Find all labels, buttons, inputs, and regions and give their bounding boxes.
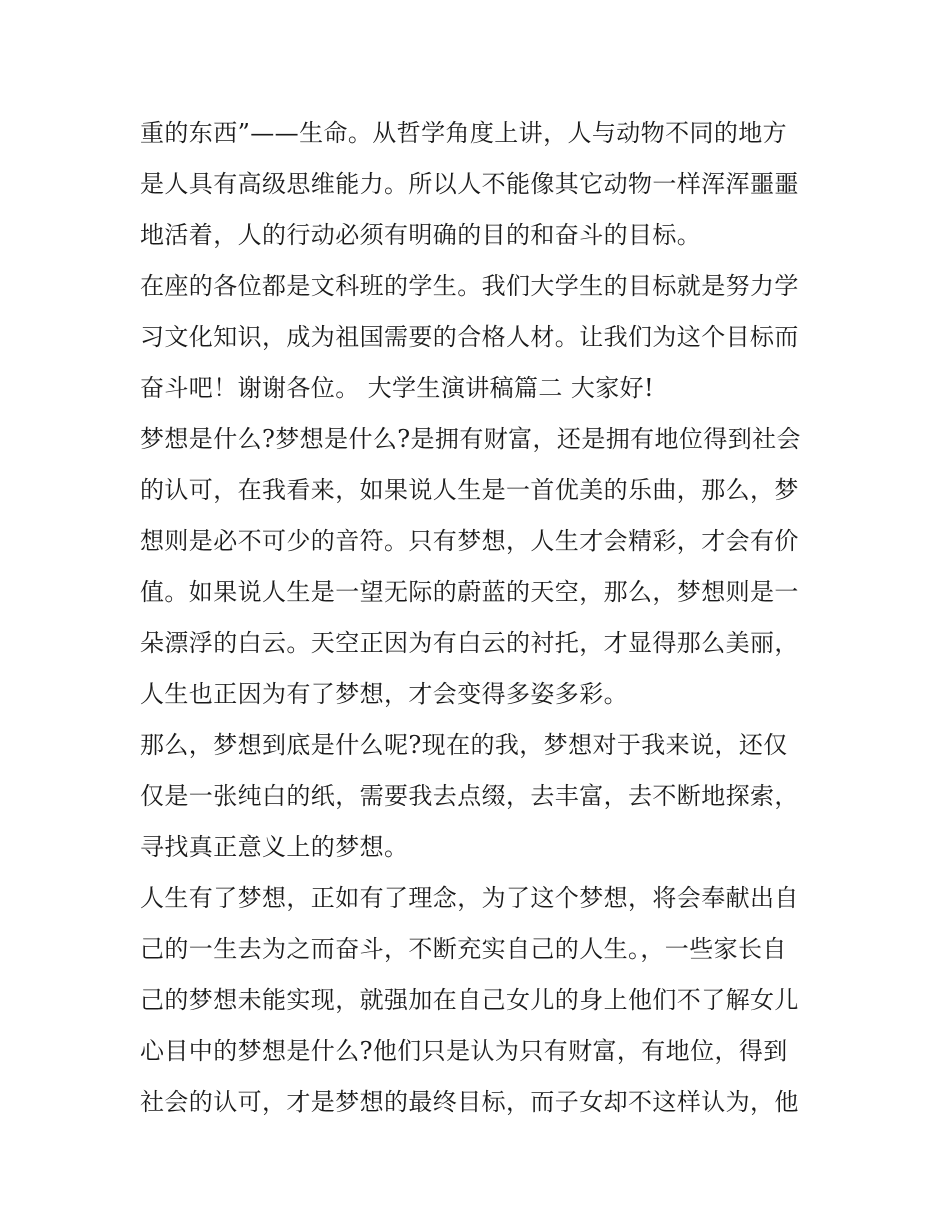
text-line: 重的东西”——生命。从哲学角度上讲，人与动物不同的地方 <box>140 119 788 147</box>
text-line: 人生也正因为有了梦想，才会变得多姿多彩。 <box>140 680 628 708</box>
text-line: 那么，梦想到底是什么呢?现在的我，梦想对于我来说，还仅 <box>140 731 788 759</box>
text-line: 己的一生去为之而奋斗，不断充实自己的人生。，一些家长自 <box>140 935 787 963</box>
text-line: 奋斗吧！谢谢各位。 大学生演讲稿篇二 大家好! <box>140 374 655 402</box>
text-line: 的认可，在我看来，如果说人生是一首优美的乐曲，那么，梦 <box>140 476 799 504</box>
text-line: 梦想是什么?梦想是什么?是拥有财富，还是拥有地位得到社会 <box>140 425 801 453</box>
text-line: 是人具有高级思维能力。所以人不能像其它动物一样浑浑噩噩 <box>140 170 799 198</box>
text-line: 己的梦想未能实现，就强加在自己女儿的身上他们不了解女儿 <box>140 986 799 1014</box>
text-line: 朵漂浮的白云。天空正因为有白云的衬托，才显得那么美丽， <box>140 629 799 657</box>
text-line: 寻找真正意义上的梦想。 <box>140 833 409 861</box>
text-line: 社会的认可，才是梦想的最终目标，而子女却不这样认为，他 <box>140 1088 799 1116</box>
text-line: 仅是一张纯白的纸，需要我去点缀，去丰富，去不断地探索， <box>140 782 799 810</box>
document-body <box>140 108 820 1128</box>
text-line: 想则是必不可少的音符。只有梦想，人生才会精彩，才会有价 <box>140 527 799 555</box>
text-line: 值。如果说人生是一望无际的蔚蓝的天空，那么，梦想则是一 <box>140 578 799 606</box>
text-line: 心目中的梦想是什么?他们只是认为只有财富，有地位，得到 <box>140 1037 788 1065</box>
text-line: 习文化知识，成为祖国需要的合格人材。让我们为这个目标而 <box>140 323 799 351</box>
text-line: 人生有了梦想，正如有了理念，为了这个梦想，将会奉献出自 <box>140 884 799 912</box>
text-line: 地活着，人的行动必须有明确的目的和奋斗的目标。 <box>140 221 702 249</box>
text-line: 在座的各位都是文科班的学生。我们大学生的目标就是努力学 <box>140 272 799 300</box>
